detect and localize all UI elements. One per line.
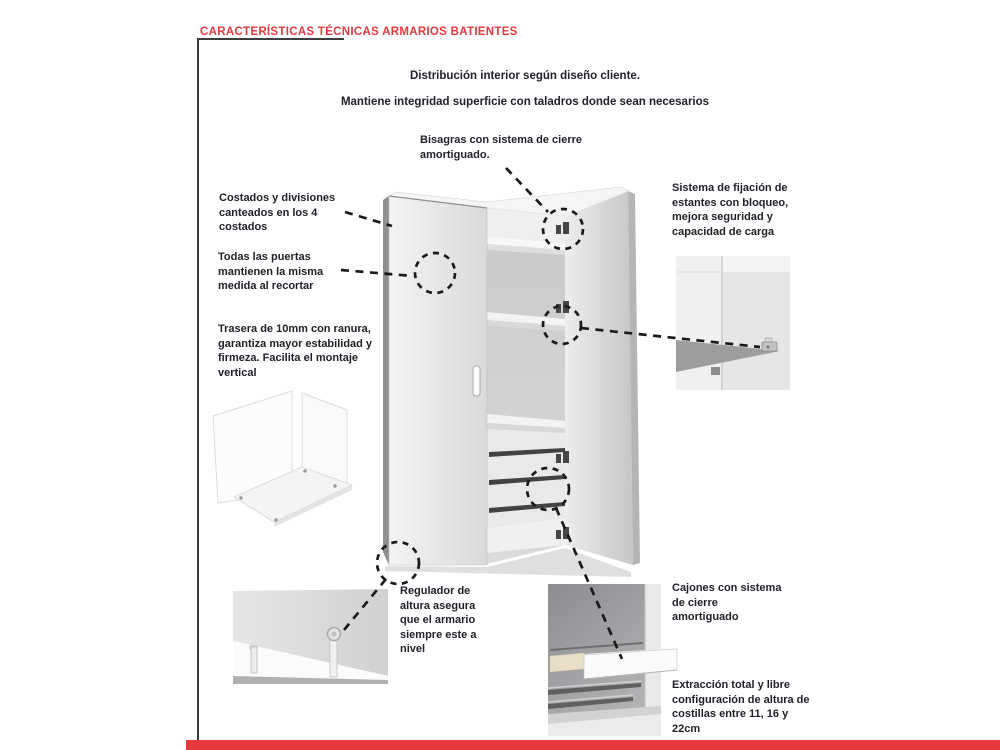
wardrobe-illustration <box>383 187 640 577</box>
intro-text <box>250 70 800 108</box>
annotation-cajones: Cajones con sistema de cierre amortiguado <box>672 582 782 623</box>
shelf-lock-detail <box>676 256 790 390</box>
annotation-extraccion: Extracción total y libre configuración de altura de costillas entre 11, 16 y 22cm <box>672 679 810 735</box>
footer-accent-bar <box>186 740 1000 750</box>
annotation-bisagras: Bisagras con sistema de cierre amortiguado. <box>420 134 583 161</box>
annotation-puertas: Todas las puertas mantienen la misma medida al recortar <box>218 251 324 292</box>
annotation-regulador: Regulador de altura asegura que el armario siempre este a nivel <box>400 585 477 655</box>
title-underline <box>198 38 344 40</box>
annotation-trasera: Trasera de 10mm con ranura, garantiza mayor estabilidad y firmeza. Facilita el montaje vertical <box>218 323 373 379</box>
back-panel-detail <box>213 391 352 527</box>
annotation-estantes: Sistema de fijación de estantes con bloqueo, mejora seguridad y capacidad de carga <box>672 182 789 238</box>
door-handle <box>473 366 480 396</box>
intro-line-1: Distribución interior según diseño cliente. <box>409 70 641 82</box>
drawer-detail <box>548 584 677 736</box>
intro-line-2: Mantiene integridad superficie con taladros donde sean necesarios <box>340 96 710 108</box>
page-left-border <box>197 38 199 740</box>
page-title: CARACTERÍSTICAS TÉCNICAS ARMARIOS BATIENTES <box>200 26 518 38</box>
annotation-costados: Costados y divisiones canteados en los 4 costados <box>219 192 336 233</box>
